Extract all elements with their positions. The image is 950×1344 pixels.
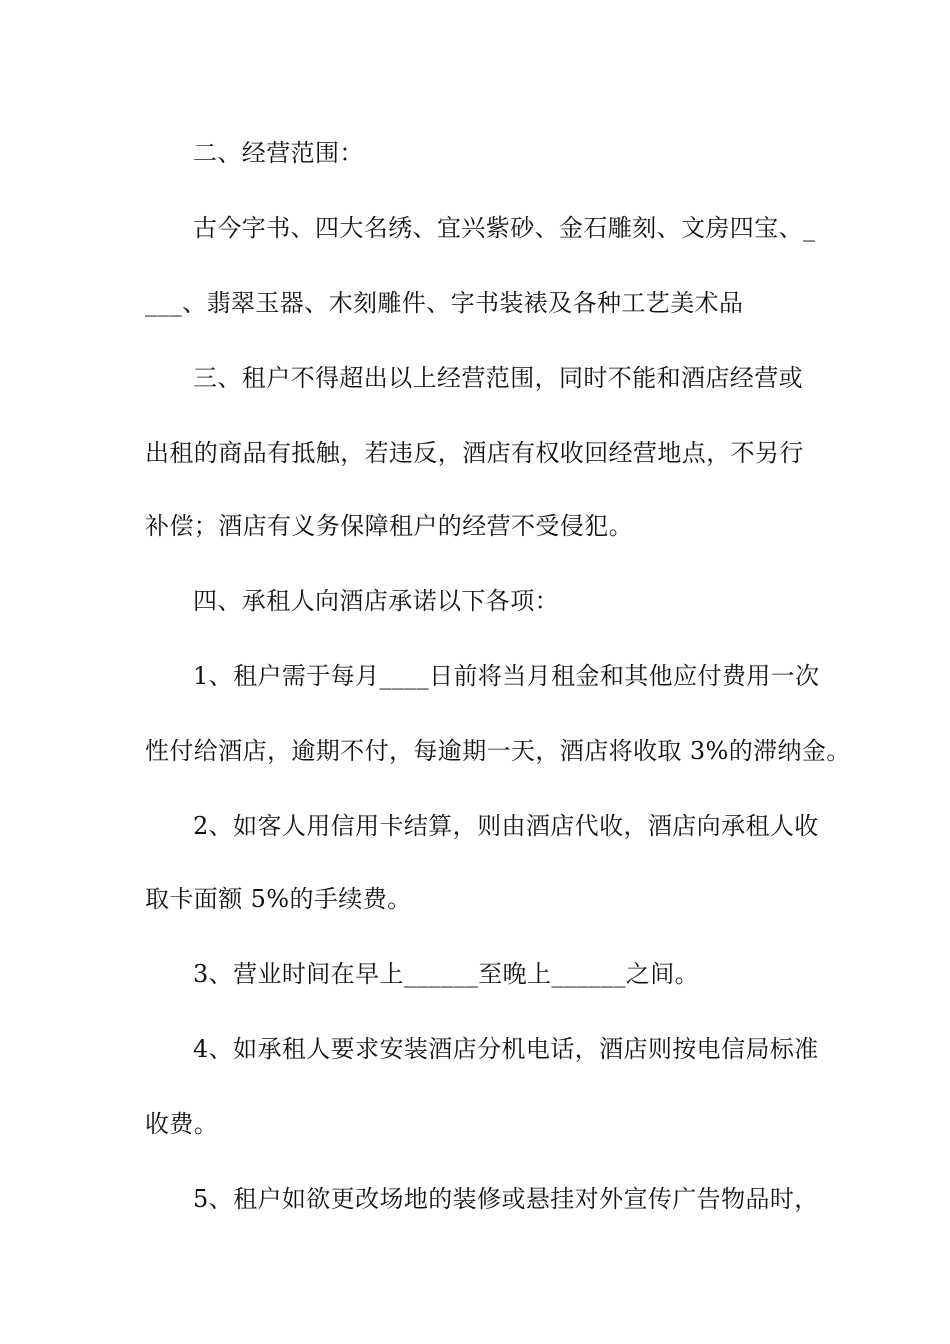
paragraph-line: 2、如客人用信用卡结算，则由酒店代收，酒店向承租人收 (193, 812, 819, 840)
paragraph-line: 三、租户不得超出以上经营范围，同时不能和酒店经营或 (193, 364, 803, 392)
paragraph-line: 取卡面额 5%的手续费。 (145, 885, 412, 913)
paragraph-line: 3、营业时间在早上______至晚上______之间。 (193, 960, 700, 988)
section-heading-business-scope: 二、经营范围： (193, 139, 364, 167)
paragraph-line: 收费。 (145, 1110, 219, 1138)
paragraph-line: 4、如承租人要求安装酒店分机电话，酒店则按电信局标准 (193, 1035, 819, 1063)
paragraph-line: 1、租户需于每月____日前将当月租金和其他应付费用一次 (193, 662, 820, 690)
paragraph-line: 出租的商品有抵触，若违反，酒店有权收回经营地点，不另行 (145, 439, 804, 467)
section-heading-commitments: 四、承租人向酒店承诺以下各项： (193, 587, 559, 615)
paragraph-line: 古今字书、四大名绣、宜兴紫砂、金石雕刻、文房四宝、_ (193, 214, 816, 242)
paragraph-line: 5、租户如欲更改场地的装修或悬挂对外宣传广告物品时， (193, 1185, 819, 1213)
paragraph-line: ___、翡翠玉器、木刻雕件、字书装裱及各种工艺美术品 (145, 289, 744, 317)
paragraph-line: 补偿；酒店有义务保障租户的经营不受侵犯。 (145, 512, 633, 540)
paragraph-line: 性付给酒店，逾期不付，每逾期一天，酒店将收取 3%的滞纳金。 (145, 737, 851, 765)
